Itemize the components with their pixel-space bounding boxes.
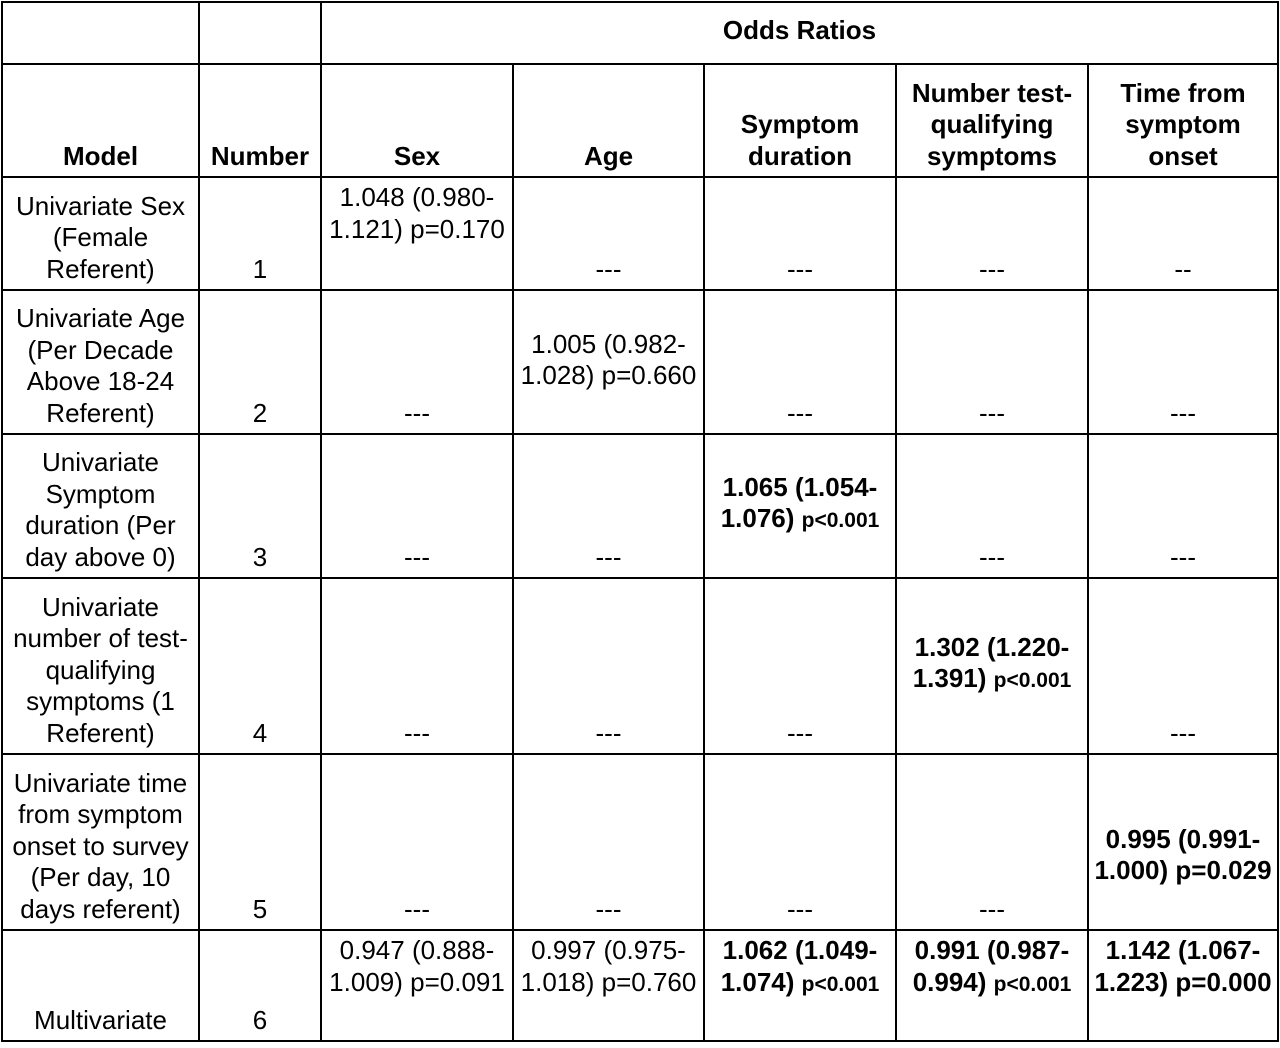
- odds-ratio-value: ---: [787, 893, 813, 924]
- column-header-sex: Sex: [321, 64, 513, 177]
- column-header-model: Model: [2, 64, 199, 177]
- odds-ratio-value: 1.048 (0.980-1.121) p=0.170: [329, 182, 505, 244]
- column-header-age: Age: [513, 64, 704, 177]
- odds-ratio-value: ---: [787, 397, 813, 428]
- p-value: p<0.001: [801, 972, 880, 996]
- odds-ratio-cell-age: [513, 177, 704, 290]
- odds-ratio-value: ---: [979, 541, 1005, 572]
- number-cell: 2: [199, 290, 321, 434]
- odds-ratio-value: ---: [979, 253, 1005, 284]
- odds-ratio-cell-symptom-duration: [704, 290, 896, 434]
- model-cell: Univariate Sex (Female Referent): [2, 177, 199, 290]
- number-cell: 4: [199, 578, 321, 754]
- odds-ratio-value: 1.142 (1.067-1.223) p=0.000: [1094, 935, 1272, 997]
- odds-ratio-cell-symptom-duration: [704, 578, 896, 754]
- column-header-time-from-symptom-onset: Time from symptom onset: [1088, 64, 1278, 177]
- odds-ratio-value: ---: [787, 717, 813, 748]
- odds-ratio-cell-age: [513, 578, 704, 754]
- table-row: [2, 177, 1278, 290]
- odds-ratio-table: [1, 1, 1279, 1042]
- number-cell: 5: [199, 754, 321, 930]
- odds-ratio-cell-age: [513, 930, 704, 1041]
- odds-ratio-value: ---: [404, 717, 430, 748]
- odds-ratio-cell-number-test-qualifying-symptoms: [896, 578, 1088, 754]
- odds-ratio-value: ---: [979, 893, 1005, 924]
- odds-ratio-value: ---: [1170, 397, 1196, 428]
- odds-ratio-cell-sex: [321, 434, 513, 578]
- odds-ratio-cell-age: [513, 434, 704, 578]
- header-column-row: [2, 64, 1278, 177]
- odds-ratio-cell-time-from-symptom-onset: [1088, 177, 1278, 290]
- odds-ratio-cell-symptom-duration: [704, 754, 896, 930]
- model-cell: Univariate number of test-qualifying symptoms (1 Referent): [2, 578, 199, 754]
- header-group-row: [2, 2, 1278, 64]
- model-cell: Univariate time from symptom onset to survey (Per day, 10 days referent): [2, 754, 199, 930]
- odds-ratio-cell-sex: [321, 177, 513, 290]
- odds-ratio-value: ---: [404, 397, 430, 428]
- odds-ratio-cell-age: [513, 754, 704, 930]
- odds-ratio-cell-number-test-qualifying-symptoms: [896, 930, 1088, 1041]
- header-blank-number: [199, 2, 321, 64]
- odds-ratio-cell-time-from-symptom-onset: [1088, 578, 1278, 754]
- odds-ratio-value: 1.005 (0.982-1.028) p=0.660: [520, 328, 697, 390]
- p-value: p<0.001: [993, 972, 1072, 996]
- odds-ratio-cell-number-test-qualifying-symptoms: [896, 177, 1088, 290]
- table-row: [2, 578, 1278, 754]
- odds-ratio-cell-symptom-duration: [704, 434, 896, 578]
- table-body: [2, 177, 1278, 1041]
- number-cell: 1: [199, 177, 321, 290]
- model-cell: Univariate Age (Per Decade Above 18-24 Referent): [2, 290, 199, 434]
- odds-ratio-cell-symptom-duration: [704, 177, 896, 290]
- odds-ratio-value: 0.947 (0.888-1.009) p=0.091: [329, 935, 505, 997]
- odds-ratio-cell-time-from-symptom-onset: [1088, 754, 1278, 930]
- odds-ratio-value: --: [1174, 253, 1192, 284]
- odds-ratio-value: ---: [1170, 541, 1196, 572]
- odds-ratio-value: ---: [595, 253, 622, 284]
- odds-ratio-value: ---: [787, 253, 813, 284]
- odds-ratio-cell-time-from-symptom-onset: [1088, 930, 1278, 1041]
- odds-ratio-value: ---: [979, 397, 1005, 428]
- odds-ratio-cell-sex: [321, 290, 513, 434]
- odds-ratio-value: 0.997 (0.975-1.018) p=0.760: [520, 935, 697, 997]
- number-cell: 3: [199, 434, 321, 578]
- number-cell: 6: [199, 930, 321, 1041]
- table-row: [2, 290, 1278, 434]
- odds-ratio-cell-sex: [321, 754, 513, 930]
- table-row: [2, 434, 1278, 578]
- p-value: p<0.001: [993, 669, 1072, 692]
- odds-ratio-value: 1.062 (1.049-1.074): [720, 935, 878, 997]
- odds-ratio-value: 1.302 (1.220-1.391): [912, 631, 1070, 693]
- table-row: [2, 930, 1278, 1041]
- odds-ratio-value: ---: [404, 541, 430, 572]
- odds-ratio-cell-number-test-qualifying-symptoms: [896, 754, 1088, 930]
- odds-ratio-cell-age: [513, 290, 704, 434]
- column-header-number: Number: [199, 64, 321, 177]
- odds-ratio-cell-time-from-symptom-onset: [1088, 434, 1278, 578]
- odds-ratio-value: ---: [404, 893, 430, 924]
- odds-ratio-value: 0.991 (0.987-0.994): [912, 935, 1070, 997]
- column-header-symptom-duration: Symptom duration: [704, 64, 896, 177]
- odds-ratio-cell-number-test-qualifying-symptoms: [896, 290, 1088, 434]
- header-blank-model: [2, 2, 199, 64]
- odds-ratio-value: ---: [595, 893, 622, 924]
- odds-ratio-cell-symptom-duration: [704, 930, 896, 1041]
- odds-ratio-value: ---: [1170, 717, 1196, 748]
- odds-ratio-value: 0.995 (0.991-1.000) p=0.029: [1094, 823, 1272, 885]
- odds-ratio-value: ---: [595, 541, 622, 572]
- p-value: p<0.001: [801, 509, 880, 532]
- odds-ratio-cell-sex: [321, 578, 513, 754]
- odds-ratio-cell-sex: [321, 930, 513, 1041]
- model-cell: Univariate Symptom duration (Per day above 0): [2, 434, 199, 578]
- odds-ratio-cell-time-from-symptom-onset: [1088, 290, 1278, 434]
- odds-ratio-value: 1.065 (1.054-1.076): [720, 471, 878, 533]
- model-cell: Multivariate: [2, 930, 199, 1041]
- table-row: [2, 754, 1278, 930]
- odds-ratios-group-header: Odds Ratios: [321, 2, 1278, 64]
- odds-ratio-value: ---: [595, 717, 622, 748]
- column-header-number-test-qualifying-symptoms: Number test-qualifying symptoms: [896, 64, 1088, 177]
- odds-ratio-cell-number-test-qualifying-symptoms: [896, 434, 1088, 578]
